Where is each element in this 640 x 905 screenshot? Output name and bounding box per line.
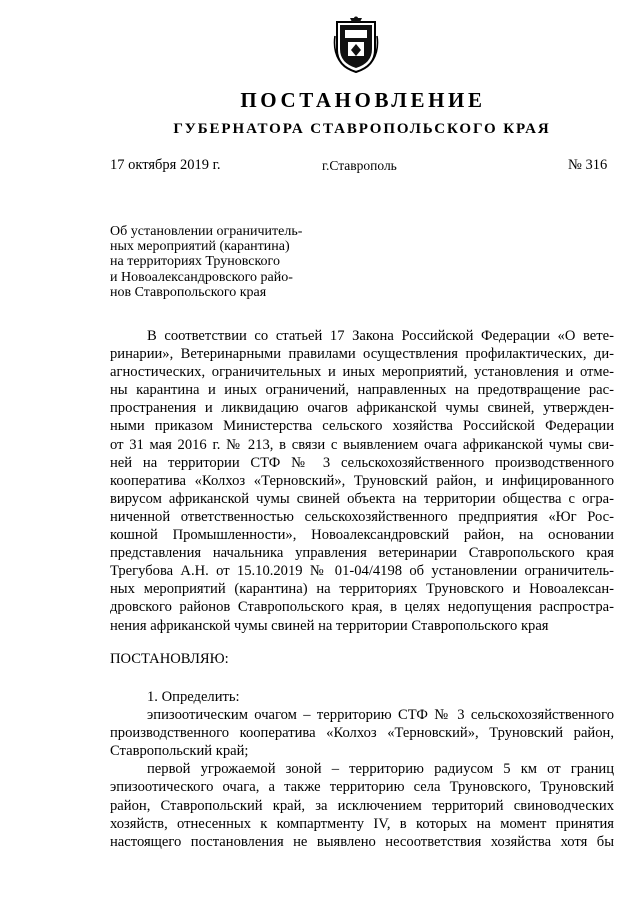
section-line: Ставропольский край; — [110, 743, 249, 760]
preamble-line: ны карантина и иных ограничений, направленных на предотвращение рас- — [110, 382, 614, 399]
preamble-line: кошной Промышленности», Новоалександровский район, на основании — [110, 527, 614, 544]
section-1 — [110, 688, 614, 851]
subject-line: Об установлении ограничитель- — [110, 224, 303, 239]
preamble-line: агностических, ограничительных и иных мероприятий, установления и отме- — [110, 364, 614, 381]
section-line: район, Ставропольский край, за исключением территорий свиноводческих — [110, 797, 614, 814]
preamble-line: от 31 мая 2016 г. № 213, в связи с выявлением очага африканской чумы сви- — [110, 436, 614, 453]
section-line: настоящего постановления не выявлено несоответствия хозяйства хотя бы — [110, 833, 614, 850]
preamble-line: Трегубова А.Н. от 15.10.2019 № 01-04/4198 об установлении ограничитель- — [110, 563, 614, 580]
coat-of-arms-emblem — [333, 16, 379, 74]
subject-line: ных мероприятий (карантина) — [110, 239, 290, 255]
document-city: г.Ставрополь — [322, 158, 397, 173]
section-line: хозяйств, отнесенных к компартменту IV, в которых на момент принятия — [110, 815, 614, 832]
preamble-line: нения африканской чумы свиней на территории Ставропольского края — [110, 617, 549, 634]
resolve-heading: ПОСТАНОВЛЯЮ: — [110, 651, 229, 667]
document-number: № 316 — [568, 157, 608, 173]
document-title: ПОСТАНОВЛЕНИЕ — [240, 88, 486, 112]
section-line: первой угрожаемой зоной – территорию радиусом 5 км от границ — [147, 761, 614, 778]
subject-line: на территориях Труновского — [110, 254, 280, 270]
section-line: эпизоотического очага, а также территорию села Труновского, Труновский — [110, 779, 614, 796]
preamble-line: представления начальника управления ветеринарии Ставропольского края — [110, 545, 614, 562]
document-date: 17 октября 2019 г. — [110, 157, 221, 173]
preamble-line: В соответствии со статьей 17 Закона Российской Федерации «О вете- — [147, 328, 614, 344]
preamble-line: вирусом африканской чумы свиней объекта на территории общества с огра- — [110, 490, 614, 507]
document-issuer: ГУБЕРНАТОРА СТАВРОПОЛЬСКОГО КРАЯ — [173, 121, 551, 137]
preamble-line: пространения и ликвидацию очагов африканской чумы свиней, утвержден- — [110, 400, 614, 417]
preamble-line: дровского районов Ставропольского края, в целях недопущения распростра- — [110, 599, 614, 616]
subject-line: и Новоалександровского райо- — [110, 269, 293, 285]
preamble-line: ниченной ответственностью сельскохозяйственного предприятия «Юг Рос- — [110, 508, 614, 525]
subject-line: нов Ставропольского края — [110, 284, 267, 300]
section-line: эпизоотическим очагом – территорию СТФ № 3 сельскохозяйственного — [147, 707, 614, 724]
preamble-line: ными приказом Министерства сельского хозяйства Российской Федерации — [110, 418, 614, 435]
preamble-line: ных мероприятий (карантина) на территориях Труновского и Новоалексан- — [110, 581, 614, 598]
section-line: производственного кооператива «Колхоз «Терновский», Труновский район, — [110, 725, 614, 742]
preamble-line: кооператива «Колхоз «Терновский», Труновский район, и инфицированного — [110, 472, 614, 489]
preamble-line: ринарии», Ветеринарными правилами осуществления профилактических, ди- — [110, 346, 614, 363]
preamble-paragraph — [110, 327, 614, 635]
document-subject — [110, 224, 350, 300]
section-heading: 1. Определить: — [147, 689, 240, 705]
preamble-line: ней на территории СТФ № 3 сельскохозяйственного производственного — [110, 454, 614, 471]
